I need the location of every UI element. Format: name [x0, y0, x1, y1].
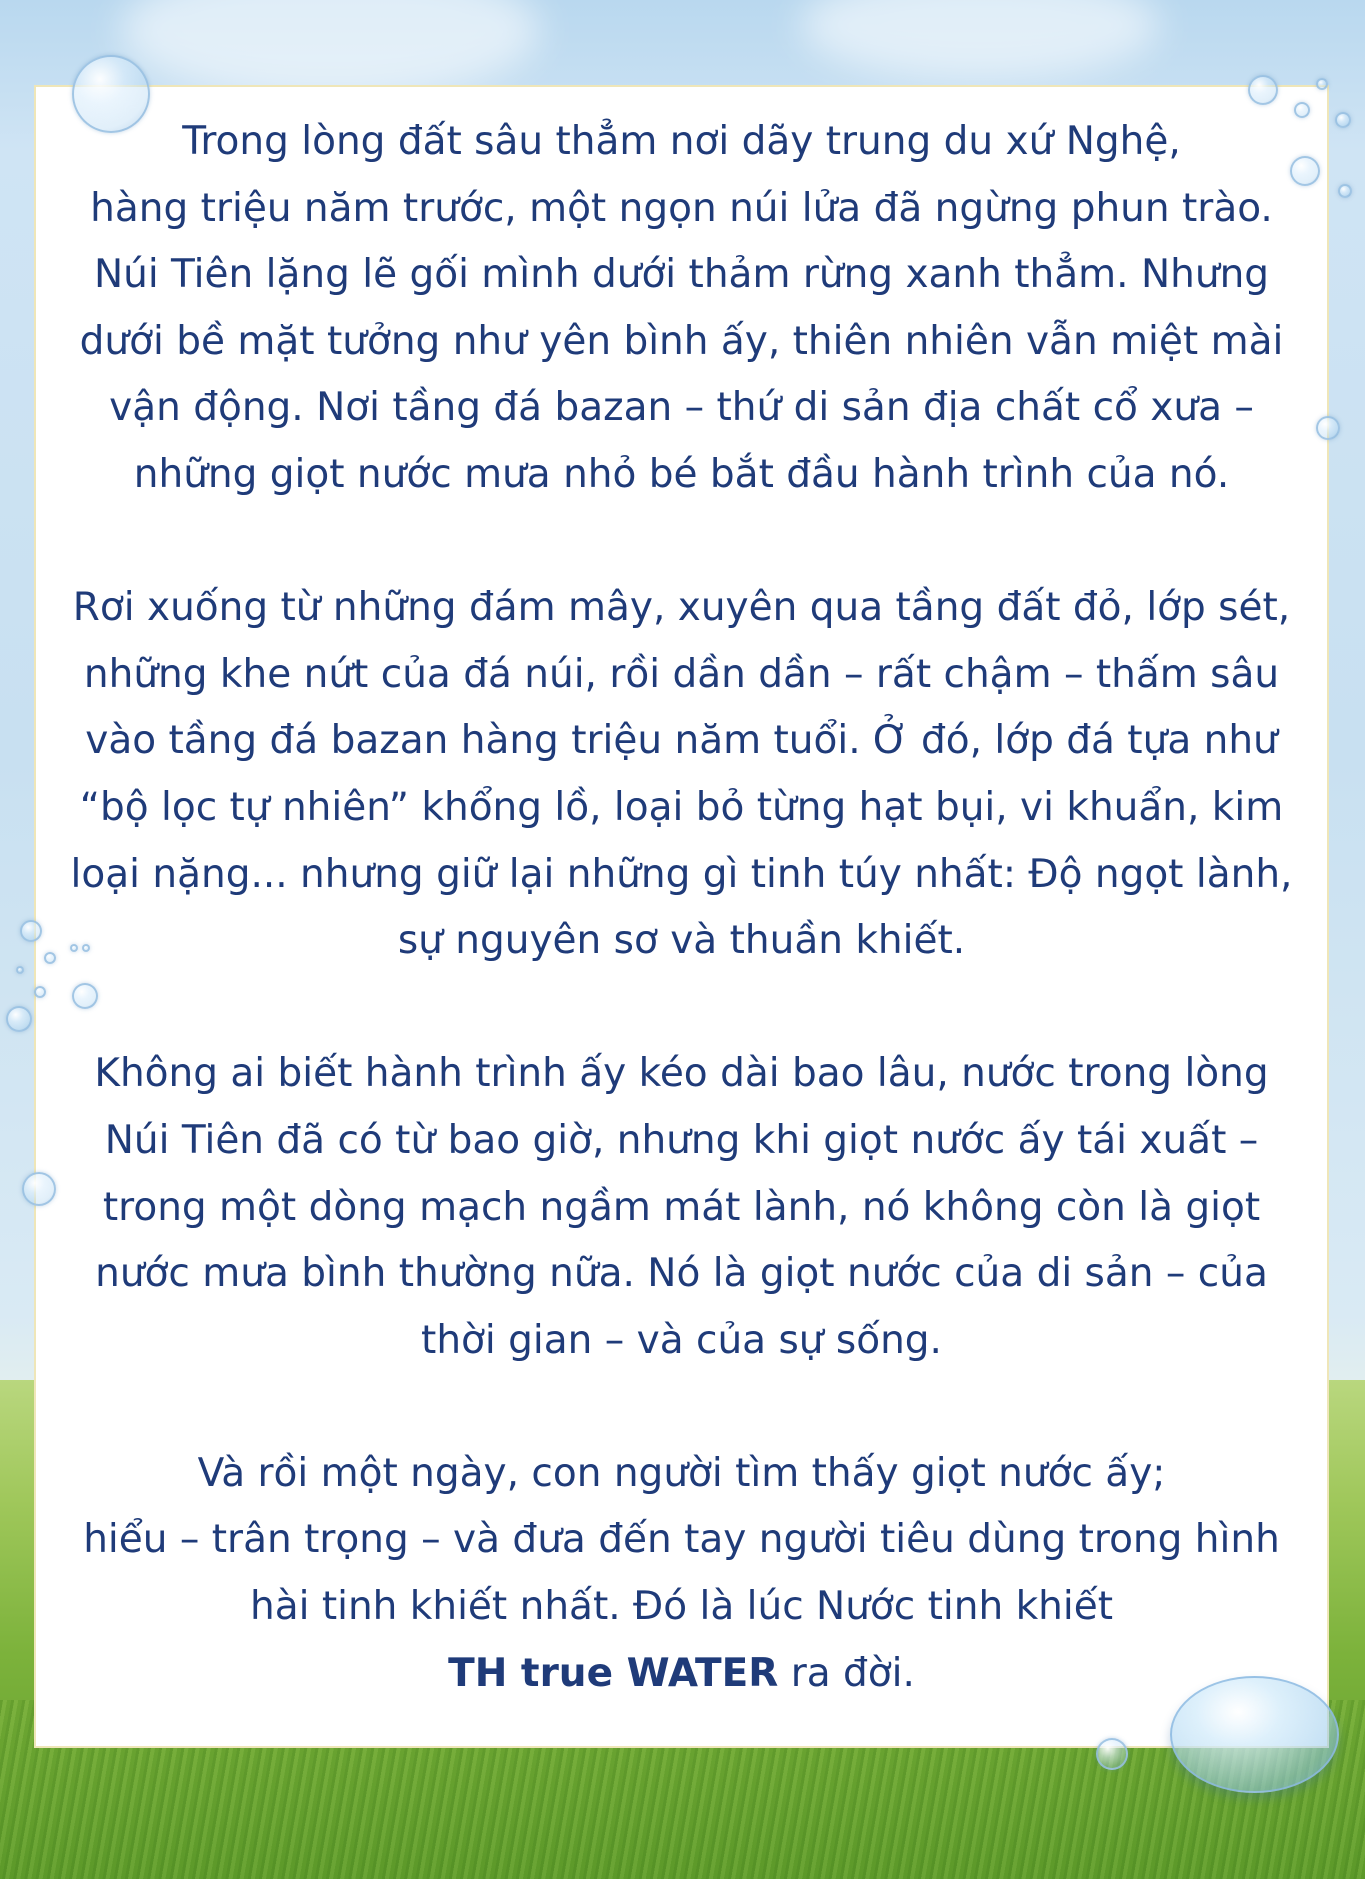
text-line: dưới bề mặt tưởng như yên bình ấy, thiên nhiên vẫn miệt mài	[79, 318, 1284, 364]
water-bubble	[6, 1006, 32, 1032]
text-line: vận động. Nơi tầng đá bazan – thứ di sản địa chất cổ xưa –	[109, 385, 1254, 431]
closing-text: ra đời.	[778, 1650, 915, 1696]
text-line: Không ai biết hành trình ấy kéo dài bao lâu, nước trong lòng	[94, 1051, 1269, 1097]
text-line: Núi Tiên đã có từ bao giờ, nhưng khi giọt nước ấy tái xuất –	[104, 1117, 1259, 1163]
text-line: những giọt nước mưa nhỏ bé bắt đầu hành trình của nó.	[133, 451, 1230, 497]
text-line: Và rồi một ngày, con người tìm thấy giọt nước ấy;	[197, 1450, 1166, 1496]
text-line: thời gian – và của sự sống.	[421, 1317, 942, 1363]
text-line: hiểu – trân trọng – và đưa đến tay người tiêu dùng trong hình	[83, 1517, 1280, 1563]
text-line: Núi Tiên lặng lẽ gối mình dưới thảm rừng xanh thẳm. Nhưng	[93, 252, 1270, 298]
text-line: “bộ lọc tự nhiên” khổng lồ, loại bỏ từng hạt bụi, vi khuẩn, kim	[79, 784, 1284, 830]
text-line: Rơi xuống từ những đám mây, xuyên qua tầng đất đỏ, lớp sét,	[72, 585, 1291, 631]
cloud	[800, 0, 1160, 80]
water-bubble	[44, 952, 56, 964]
paragraph-3	[36, 1041, 1327, 1374]
water-bubble	[1294, 102, 1310, 118]
water-bubble	[34, 986, 46, 998]
water-bubble	[1096, 1738, 1128, 1770]
water-bubble	[16, 966, 24, 974]
closing-line	[36, 1641, 1327, 1708]
paragraph-2	[36, 575, 1327, 975]
text-line: trong một dòng mạch ngầm mát lành, nó không còn là giọt	[102, 1184, 1261, 1230]
story-card	[34, 85, 1329, 1748]
text-line: hài tinh khiết nhất. Đó là lúc Nước tinh khiết	[249, 1584, 1114, 1630]
water-bubble	[20, 920, 42, 942]
paragraph-1	[36, 109, 1327, 509]
water-drop	[1170, 1676, 1339, 1793]
water-bubble	[72, 55, 150, 133]
brand-name: TH true WATER	[448, 1650, 779, 1696]
text-line: vào tầng đá bazan hàng triệu năm tuổi. Ở đó, lớp đá tựa như	[85, 718, 1278, 764]
text-line: nước mưa bình thường nữa. Nó là giọt nước của di sản – của	[95, 1251, 1268, 1297]
text-line: loại nặng... nhưng giữ lại những gì tinh túy nhất: Độ ngọt lành,	[70, 851, 1293, 897]
water-bubble	[1316, 416, 1340, 440]
water-bubble	[70, 944, 78, 952]
water-bubble	[1335, 112, 1351, 128]
text-line: sự nguyên sơ và thuần khiết.	[397, 918, 966, 964]
paragraph-4	[36, 1441, 1327, 1707]
water-bubble	[1248, 75, 1278, 105]
text-line: những khe nứt của đá núi, rồi dần dần – rất chậm – thấm sâu	[83, 651, 1280, 697]
water-bubble	[1316, 78, 1328, 90]
text-line: hàng triệu năm trước, một ngọn núi lửa đã ngừng phun trào.	[90, 185, 1273, 231]
story-text	[36, 109, 1327, 1774]
text-line: Trong lòng đất sâu thẳm nơi dãy trung du xứ Nghệ,	[182, 119, 1181, 164]
water-bubble	[72, 983, 98, 1009]
water-bubble	[1338, 184, 1352, 198]
water-bubble	[1290, 156, 1320, 186]
water-bubble	[22, 1172, 56, 1206]
water-bubble	[82, 944, 90, 952]
